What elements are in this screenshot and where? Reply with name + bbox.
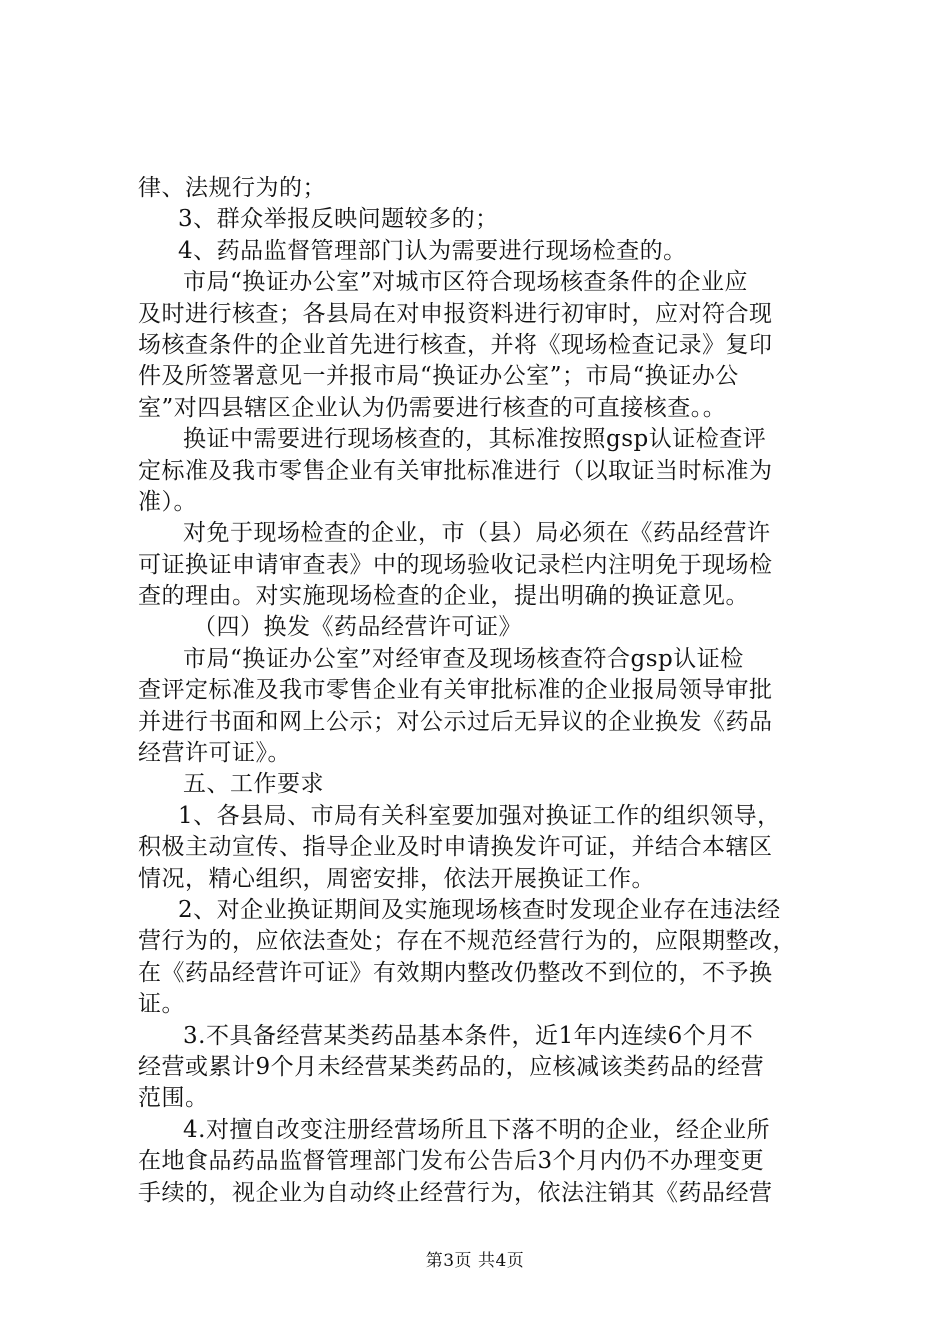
text-line: 市局“换证办公室”对城市区符合现场核查条件的企业应 (183, 269, 749, 296)
text-line: 在地食品药品监督管理部门发布公告后3个月内仍不办理变更 (138, 1148, 765, 1175)
text-line: 室”对四县辖区企业认为仍需要进行核查的可直接核查。。 (138, 394, 727, 421)
text-line: 4.对擅自改变注册经营场所且下落不明的企业，经企业所 (183, 1116, 770, 1143)
text-line: 对免于现场检查的企业，市（县）局必须在《药品经营许 (183, 520, 771, 547)
text-line: 在《药品经营许可证》有效期内整改仍整改不到位的，不予换 (138, 959, 773, 986)
text-line: 并进行书面和网上公示；对公示过后无异议的企业换发《药品 (138, 708, 773, 735)
text-line: 经营许可证》。 (138, 740, 291, 767)
text-line: 1、各县局、市局有关科室要加强对换证工作的组织领导， (178, 802, 781, 829)
body-text (138, 173, 830, 1209)
text-line: 2、对企业换证期间及实施现场核查时发现企业存在违法经 (178, 896, 781, 923)
text-line: 范围。 (138, 1085, 209, 1112)
text-line: 查评定标准及我市零售企业有关审批标准的企业报局领导审批 (138, 677, 773, 704)
section-heading: （四）换发《药品经营许可证》 (193, 614, 522, 641)
text-line: 情况，精心组织，周密安排，依法开展换证工作。 (138, 865, 655, 892)
section-heading: 五、工作要求 (183, 771, 324, 798)
text-line: 3.不具备经营某类药品基本条件，近1年内连续6个月不 (183, 1022, 754, 1049)
text-line: 可证换证申请审查表》中的现场验收记录栏内注明免于现场检 (138, 551, 773, 578)
text-line: 定标准及我市零售企业有关审批标准进行（以取证当时标准为 (138, 457, 773, 484)
text-line: 市局“换证办公室”对经审查及现场核查符合gsp认证检 (183, 645, 744, 672)
text-line: 查的理由。对实施现场检查的企业，提出明确的换证意见。 (138, 583, 749, 610)
text-line: 积极主动宣传、指导企业及时申请换发许可证，并结合本辖区 (138, 834, 773, 861)
text-line: 换证中需要进行现场核查的，其标准按照gsp认证检查评 (183, 426, 767, 453)
text-line: 手续的，视企业为自动终止经营行为，依法注销其《药品经营 (138, 1179, 773, 1206)
text-line: 场核查条件的企业首先进行核查，并将《现场检查记录》复印 (138, 331, 773, 358)
text-line: 经营或累计9个月未经营某类药品的，应核减该类药品的经营 (138, 1053, 765, 1080)
text-line: 3、群众举报反映问题较多的； (178, 206, 499, 233)
text-line: 准）。 (138, 488, 197, 515)
text-line: 件及所签署意见一并报市局“换证办公室”；市局“换证办公 (138, 363, 739, 390)
page-footer: 第3页 共4页 (425, 1251, 525, 1271)
text-line: 4、药品监督管理部门认为需要进行现场检查的。 (178, 237, 687, 264)
text-line: 营行为的，应依法查处；存在不规范经营行为的，应限期整改， (138, 928, 796, 955)
text-line: 证。 (138, 991, 185, 1018)
text-line: 律、法规行为的； (138, 175, 326, 201)
text-line: 及时进行核查；各县局在对申报资料进行初审时，应对符合现 (138, 300, 773, 327)
